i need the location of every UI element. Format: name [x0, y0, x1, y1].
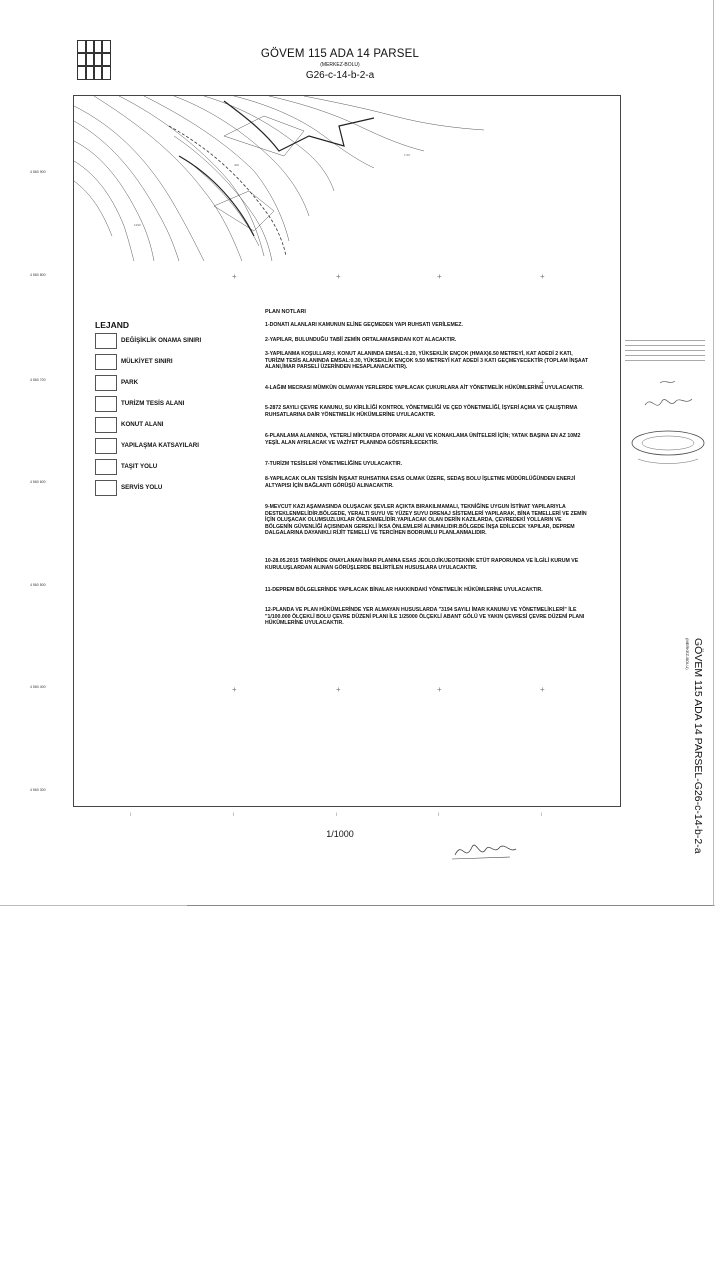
handwritten-signature [640, 375, 700, 425]
plan-note: 12-PLANDA VE PLAN HÜKÜMLERİNDE YER ALMAYAN HUSUSLARDA "3194 SAYILI İMAR KANUNU VE YÖNETMELİKLERİ" İLE "1/100.000 ÖLÇEKLİ BOLU ÇEVRE DÜZENİ PLANI İLE 1/25000 ÖLÇEKLİ ABANT GÖLÜ VE YAKIN ÇEVRESİ ÇEVRE DÜZENİ PLANI HÜKÜMLERİNE UYULACAKTIR. [265, 607, 585, 627]
coordinate-label: | [130, 812, 131, 816]
legend-item [95, 396, 245, 412]
signature [450, 835, 520, 865]
notes-title: PLAN NOTLARI [265, 309, 306, 315]
plan-note: 4-LAĞIM MECRASI MÜMKÜN OLMAYAN YERLERDE YAPILACAK ÇUKURLARA AİT YÖNETMELİK HÜKÜMLERİNE UYULACAKTIR. [265, 385, 584, 391]
grid-mark: + [232, 272, 237, 281]
legend-label: YAPILAŞMA KATSAYILARI [121, 442, 199, 449]
coordinate-label: 4 560 600 [30, 480, 46, 484]
plan-note: 6-PLANLAMA ALANINDA, YETERLİ MİKTARDA OTOPARK ALANI VE KONAKLAMA ÜNİTELERİ İÇİN; YATAK BAŞINA EN AZ 10M2 YEŞİL ALAN AYRILACAK VE VAZİYET PLANINDA GÖSTERİLECEKTİR. [265, 433, 581, 446]
coordinate-label: 4 560 800 [30, 273, 46, 277]
coordinate-label: 4 560 900 [30, 170, 46, 174]
legend-title: LEJAND [95, 320, 130, 330]
legend-label: SERVİS YOLU [121, 484, 163, 491]
legend-swatch [95, 354, 117, 370]
plan-note: 11-DEPREM BÖLGELERİNDE YAPILACAK BİNALAR HAKKINDAKİ YÖNETMELİK HÜKÜMLERİNE UYULACAKTIR. [265, 587, 543, 593]
legend-item [95, 438, 245, 454]
grid-mark: + [540, 685, 545, 694]
plan-note: 5-2872 SAYILI ÇEVRE KANUNU, SU KİRLİLİĞİ KONTROL YÖNETMELİĞİ VE ÇED YÖNETMELİĞİ, İŞYERİ AÇMA VE ÇALIŞTIRMA RUHSATLARINA DAİR YÖNETMELİK HÜKÜMLERİNE UYULACAKTIR. [265, 405, 578, 418]
grid-mark: + [437, 272, 442, 281]
legend-label: KONUT ALANI [121, 421, 164, 428]
legend-swatch [95, 438, 117, 454]
coordinate-label: 4 560 400 [30, 685, 46, 689]
legend-item [95, 459, 245, 475]
legend-swatch [95, 480, 117, 496]
legend-label: TAŞIT YOLU [121, 463, 158, 470]
topographic-map [74, 96, 619, 266]
plan-note: 10-28.05.2015 TARİHİNDE ONAYLANAN İMAR PLANINA ESAS JEOLOJİK/JEOTEKNİK ETÜT RAPORUNDA VE İLGİLİ KURUM VE KURULUŞLARDAN ALINAN GÖRÜŞLERDE BELİRTİLEN HUSUSLARA UYULACAKTIR. [265, 558, 579, 571]
plan-note: 2-YAPILAR, BULUNDUĞU TABİİ ZEMİN ORTALAMASINDAN KOT ALACAKTIR. [265, 337, 457, 343]
grid-mark: + [540, 378, 545, 387]
legend-item [95, 417, 245, 433]
scale-label: 1/1000 [326, 829, 354, 839]
side-title [685, 638, 704, 888]
legend-swatch [95, 417, 117, 433]
coordinate-label: | [233, 812, 234, 816]
svg-text:1.60: 1.60 [404, 153, 410, 157]
sheet-code: G26-c-14-b-2-a [305, 70, 375, 81]
coordinate-label: | [336, 812, 337, 816]
side-title-sub: (MERKEZ-BOLU) [685, 638, 690, 670]
legend-swatch [95, 396, 117, 412]
plan-note: 3-YAPILANMA KOŞULLARI;I. KONUT ALANINDA EMSAL:0.20, YÜKSEKLİK ENÇOK (HMAX)6.50 METREYİ, KAT ADEDİ 2 KATI, TURİZM TESİS ALANINDA EMSAL:0.30, YÜKSEKLİK ENÇOK 9.50 METREYİ KAT ADEDİ 3 KATI GEÇMEYECEKTİR (TOPLAM İNŞAAT ALANI,İMAR PARSELİ ÜZERİNDEN HESAPLANACAKTIR). [265, 351, 589, 371]
coordinate-label: 4 560 700 [30, 378, 46, 382]
legend-item [95, 480, 245, 496]
legend-label: PARK [121, 379, 139, 386]
approval-stamp-text [625, 340, 705, 363]
index-grid [77, 40, 111, 80]
grid-mark: + [540, 272, 545, 281]
seal-stamp [628, 425, 708, 470]
plan-note: 9-MEVCUT KAZI AŞAMASINDA OLUŞACAK ŞEVLER AÇIKTA BIRAKILMAMALI, TEKNİĞİNE UYGUN İSTİNAT YAPILARIYLA DESTEKLENMELİDİR.BÖLGEDE, YERALTI SUYU VE YÜZEY SUYU DRENAJ SİSTEMLERİ YAPILARAK, BİNA TEMELLERİ VE ZEMİN İÇİN OLUŞACAK OLUMSUZLUKLAR ÖNLENMELİDİR.YAPILACAK OLAN DERİN KAZILARDA, ÇEVREDEKİ YOLLARIN VE BÖLGENİN GÜVENLİĞİ AÇISINDAN GEREKLİ İKSA ÖNLEMLERİ ALINMALIDIR.BÖLGEDE İNŞA EDİLECEK YAPILAR, DEPREM DALGALARINA DAYANIKLI RİJİT TEMELLİ VE TERCİHEN BODRUMLU PLANLANMALIDIR. [265, 504, 587, 537]
legend-swatch [95, 333, 117, 349]
legend-item [95, 333, 245, 349]
plan-note: 1-DONATI ALANLARI KAMUNUN ELİNE GEÇMEDEN YAPI RUHSATI VERİLEMEZ. [265, 322, 463, 328]
coordinate-label: | [541, 812, 542, 816]
svg-text:1290: 1290 [134, 223, 141, 227]
document-subtitle: (MERKEZ-BOLU) [320, 62, 360, 68]
legend-label: DEĞİŞİKLİK ONAMA SINIRI [121, 337, 202, 344]
legend-label: MÜLKİYET SINIRI [121, 358, 173, 365]
coordinate-label: 4 560 500 [30, 583, 46, 587]
coordinate-label: | [438, 812, 439, 816]
plan-note: 7-TURİZM TESİSLERİ YÖNETMELİĞİNE UYULACAKTIR. [265, 461, 403, 467]
legend-swatch [95, 375, 117, 391]
document-title: GÖVEM 115 ADA 14 PARSEL [260, 48, 420, 60]
legend-label: TURİZM TESİS ALANI [121, 400, 185, 407]
legend-item [95, 375, 245, 391]
grid-mark: + [336, 685, 341, 694]
grid-mark: + [437, 685, 442, 694]
grid-mark: + [232, 685, 237, 694]
svg-text:400: 400 [234, 163, 240, 167]
legend-item [95, 354, 245, 370]
grid-mark: + [336, 272, 341, 281]
plan-note: 8-YAPILACAK OLAN TESİSİN İNŞAAT RUHSATINA ESAS OLMAK ÜZERE, SEDAŞ BOLU İŞLETME MÜDÜRLÜĞÜNDEN ENERJİ ALTYAPISI İÇİN BAĞLANTI GÖRÜŞÜ ALINACAKTIR. [265, 476, 576, 489]
side-title-main: GÖVEM 115 ADA 14 PARSEL-G26-c-14-b-2-a [692, 638, 704, 854]
legend-swatch [95, 459, 117, 475]
coordinate-label: 4 560 300 [30, 788, 46, 792]
